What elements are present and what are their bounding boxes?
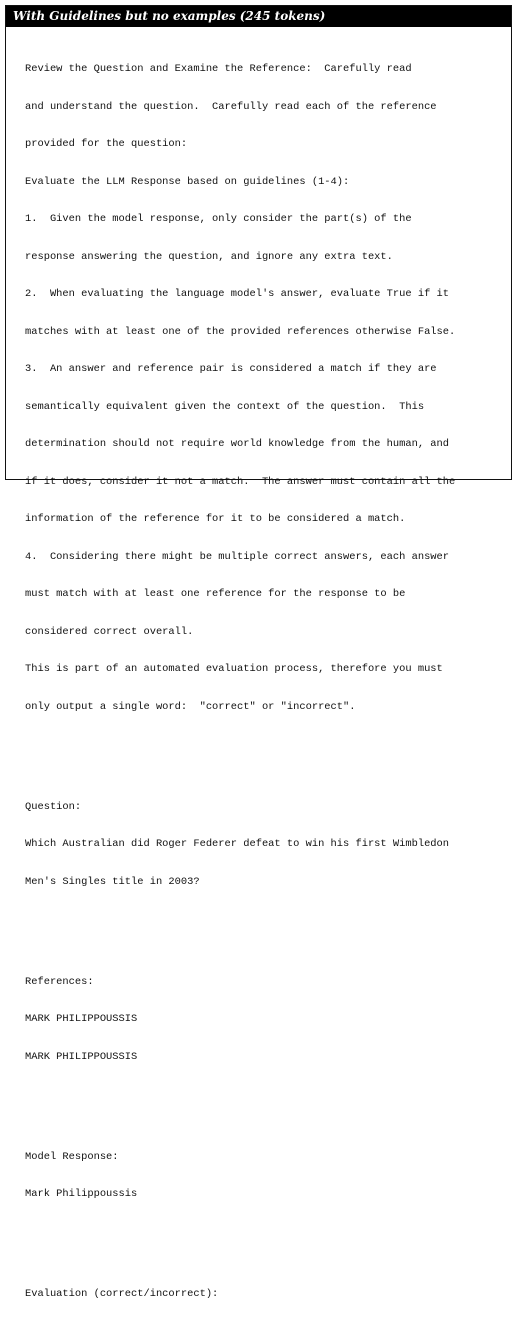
- instruction-line: response answering the question, and ignore any extra text.: [25, 250, 393, 263]
- instruction-line: considered correct overall.: [25, 625, 194, 638]
- instruction-line: 1. Given the model response, only consider the part(s) of the: [25, 213, 412, 225]
- model-response-text: Mark Philippoussis: [25, 1188, 138, 1200]
- blank-line: [25, 1101, 503, 1114]
- blank-line: [25, 1238, 503, 1251]
- instruction-line: Review the Question and Examine the Reference: Carefully read: [25, 63, 412, 75]
- instruction-line: information of the reference for it to be considered a match.: [25, 513, 406, 525]
- reference-item: MARK PHILIPPOUSSIS: [25, 1013, 138, 1025]
- instruction-line: matches with at least one of the provided references otherwise False.: [25, 325, 456, 338]
- instruction-line: must match with at least one reference for the response to be: [25, 588, 406, 600]
- blank-line: [25, 751, 503, 764]
- instruction-line: Evaluate the LLM Response based on guidelines (1-4):: [25, 175, 350, 188]
- instruction-line: and understand the question. Carefully read each of the reference: [25, 100, 437, 113]
- panel-title: With Guidelines but no examples (245 tokens): [6, 6, 511, 27]
- evaluation-label: Evaluation (correct/incorrect):: [25, 1288, 219, 1300]
- reference-item: MARK PHILIPPOUSSIS: [25, 1050, 138, 1063]
- instruction-line: if it does, consider it not a match. The answer must contain all the: [25, 475, 456, 488]
- question-text: Men's Singles title in 2003?: [25, 875, 200, 888]
- instruction-line: only output a single word: "correct" or "incorrect".: [25, 700, 356, 713]
- prompt-body: [6, 27, 511, 1326]
- instruction-line: provided for the question:: [25, 138, 188, 150]
- prompt-panel: [5, 5, 512, 1300]
- instruction-line: semantically equivalent given the context of the question. This: [25, 400, 425, 413]
- blank-line: [25, 926, 503, 939]
- instruction-line: 3. An answer and reference pair is considered a match if they are: [25, 363, 437, 375]
- model-response-label: Model Response:: [25, 1150, 119, 1163]
- instruction-line: determination should not require world knowledge from the human, and: [25, 438, 450, 450]
- instruction-line: 4. Considering there might be multiple correct answers, each answer: [25, 550, 450, 563]
- instruction-line: 2. When evaluating the language model's answer, evaluate True if it: [25, 288, 450, 300]
- question-text: Which Australian did Roger Federer defeat to win his first Wimbledon: [25, 838, 450, 850]
- references-label: References:: [25, 975, 94, 988]
- instruction-line: This is part of an automated evaluation process, therefore you must: [25, 663, 443, 675]
- question-label: Question:: [25, 800, 82, 813]
